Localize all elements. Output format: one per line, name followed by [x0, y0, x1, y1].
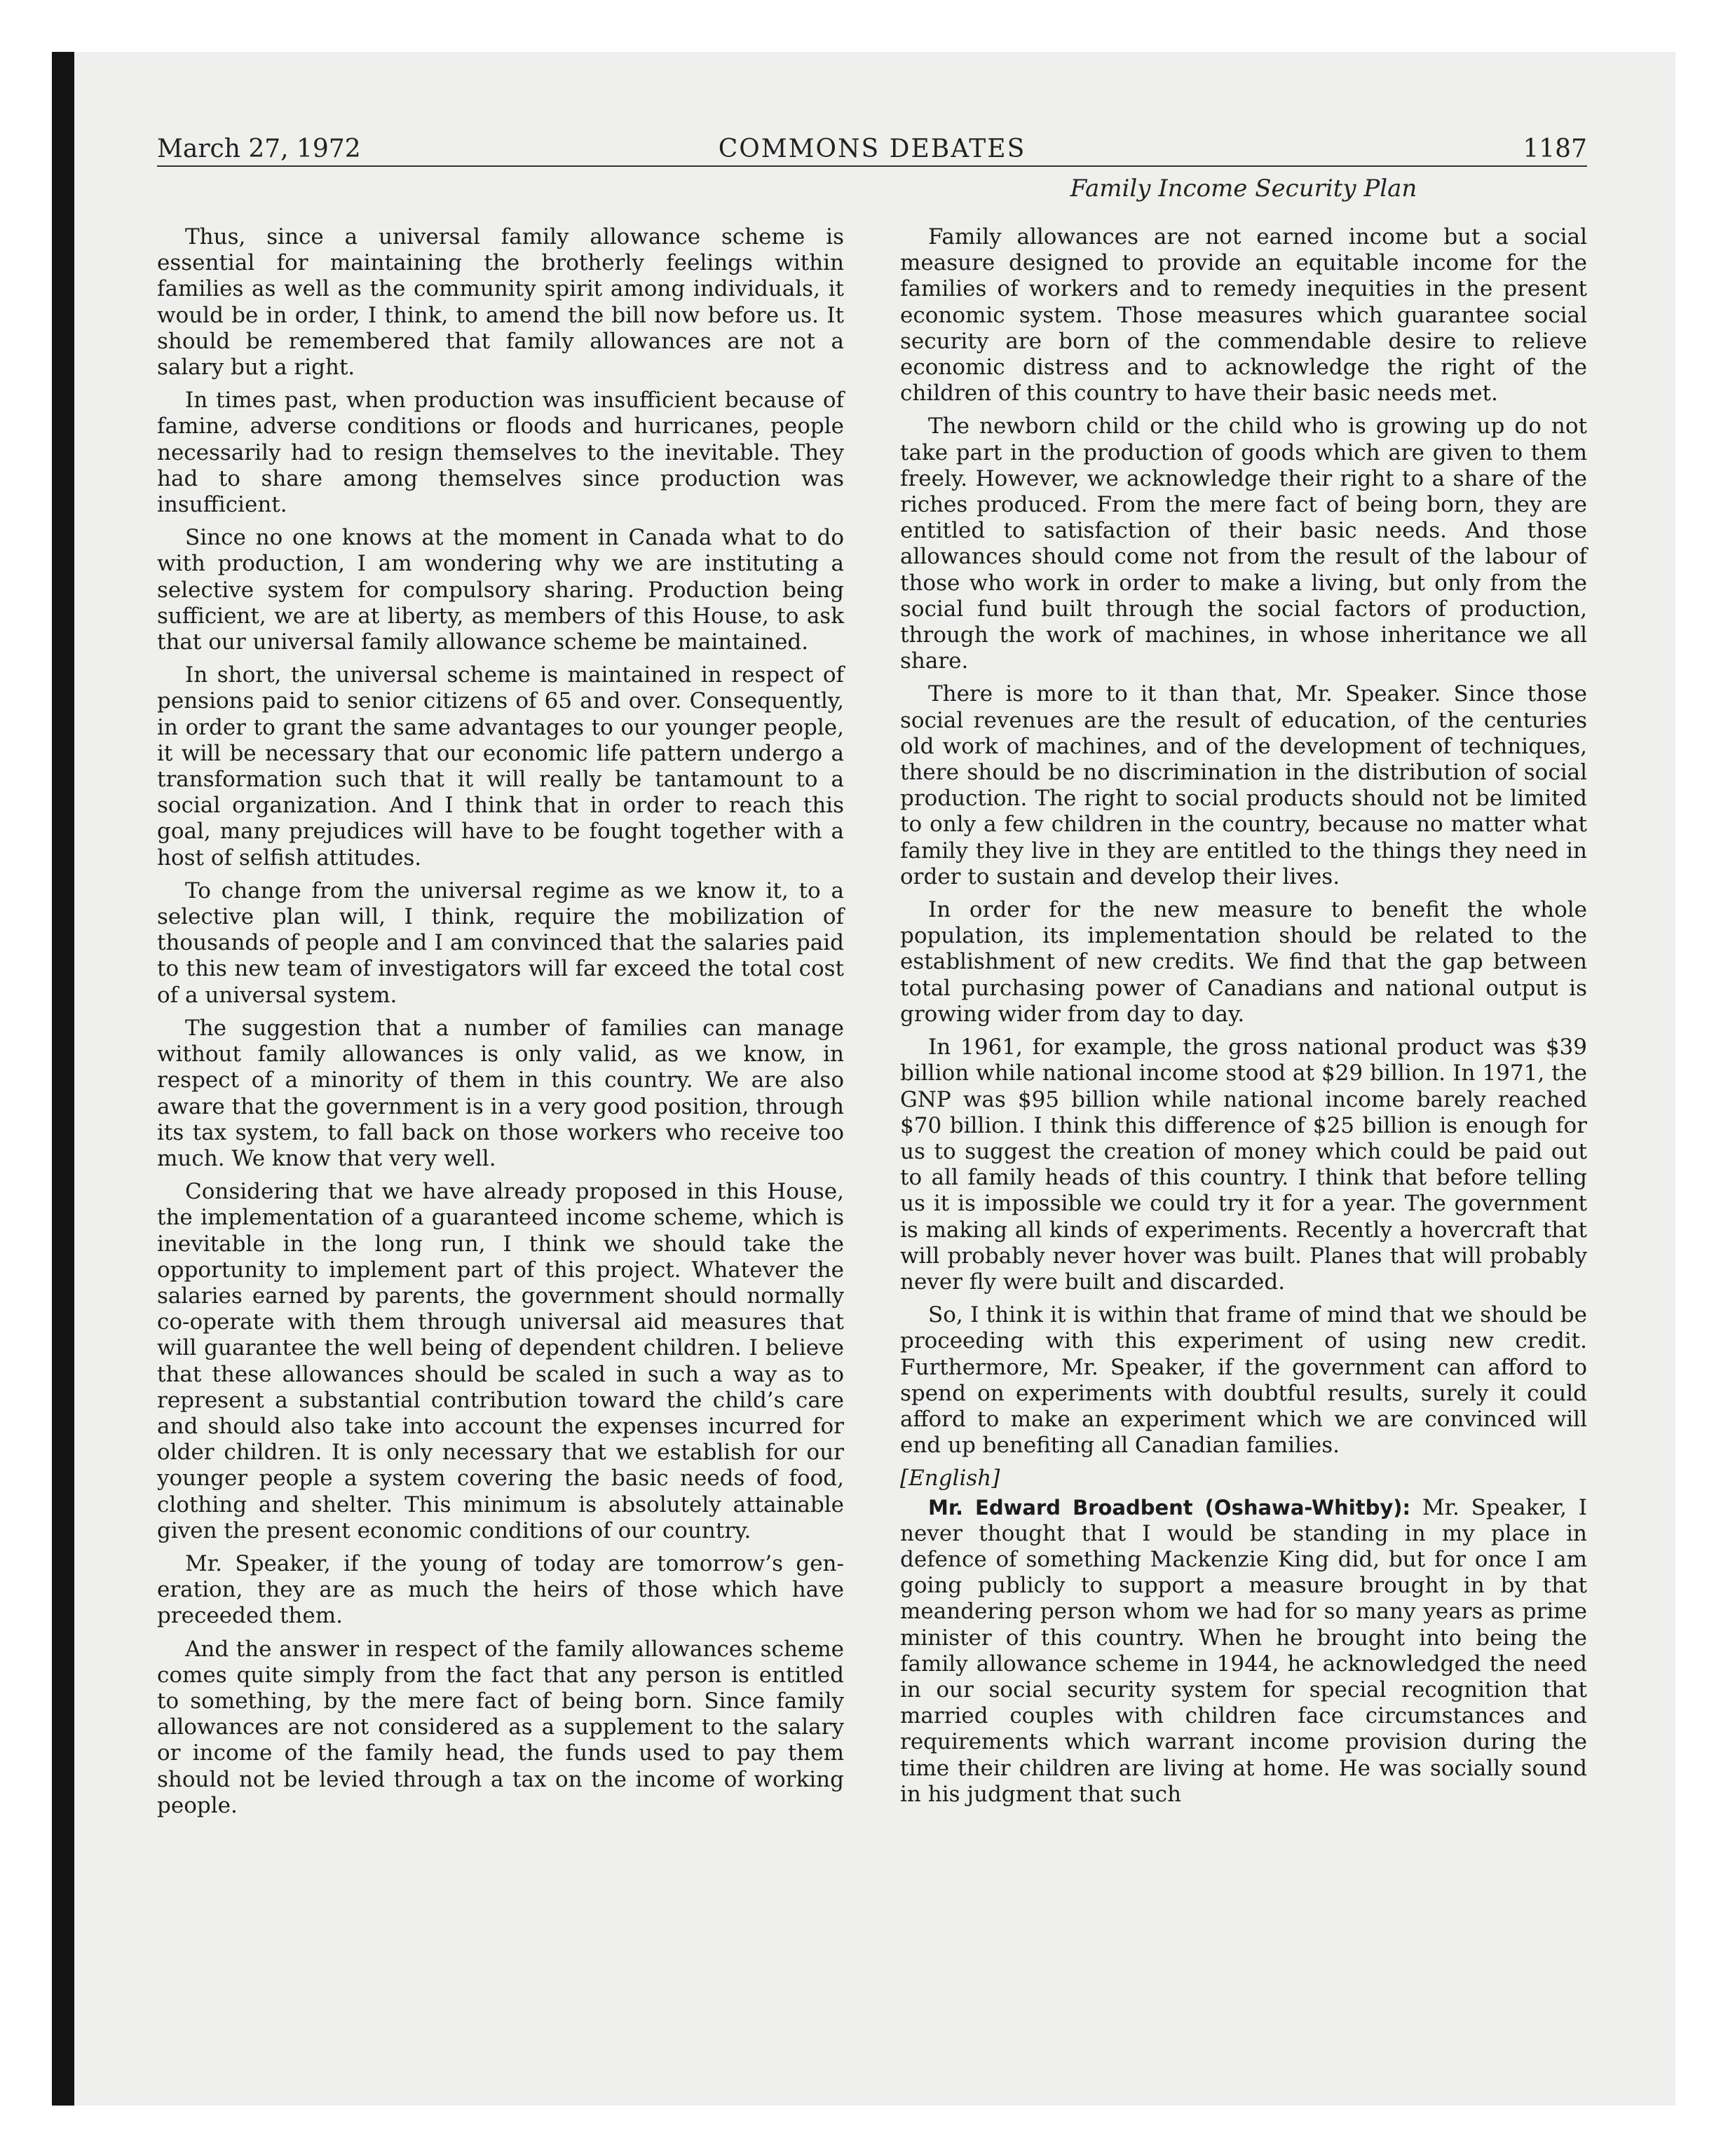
- paragraph: Family allowances are not earned income but a social measure designed to provide an equitable income for the families of workers and to remedy inequities in the present economic system. Those measures which guarantee social security are born of the commendable desire to relieve economic distress and to acknowledge the right of the children of this country to have their basic needs met.: [900, 224, 1587, 407]
- paragraph: Considering that we have already proposed in this House, the implementation of a guaranteed income scheme, which is inevitable in the long run, I think we should take the opportunity to implement part of this project. Whatever the salaries earned by parents, the government should normally co-operate with them through universal aid measures that will guarantee the well being of dependent children. I believe that these allowances should be scaled in such a way as to represent a substantial contribution toward the child’s care and should also take into account the expenses incurred for older children. It is only necessary that we establish for our younger people a system covering the basic needs of food, clothing and shelter. This minimum is absolutely attainable given the present economic conditions of our country.: [157, 1179, 844, 1543]
- header-date: March 27, 1972: [157, 135, 361, 163]
- paragraph: To change from the universal regime as we know it, to a selective plan will, I think, require the mobilization of thousands of people and I am convinced that the salaries paid to this new team of investigators will far exceed the total cost of a universal system.: [157, 878, 844, 1008]
- left-column: [157, 224, 844, 1826]
- speaker-text: Mr. Speaker, I never thought that I would be standing in my place in defence of something Mackenzie King did, but for once I am going publicly to support a measure brought in by that meandering person whom we had for so many years as prime minister of this country. When he brought into being the family allowance scheme in 1944, he acknowledged the need in our social security system for special recognition that married couples with children face circumstances and requirements which warrant income provision during the time their children are living at home. He was socially sound in his judgment that such: [900, 1494, 1587, 1807]
- paragraph: Thus, since a universal family allowance scheme is essential for maintaining the brotherly feelings within families as well as the community spirit among individuals, it would be in order, I think, to amend the bill now before us. It should be remembered that family allowances are not a salary but a right.: [157, 224, 844, 381]
- paragraph: So, I think it is within that frame of mind that we should be proceeding with this experiment of using new credit. Furthermore, Mr. Speaker, if the government can afford to spend on experiments with doubtful results, surely it could afford to make an experiment which we are convinced will end up benefiting all Canadian families.: [900, 1302, 1587, 1459]
- page-header: [157, 133, 1587, 165]
- paragraph: There is more to it than that, Mr. Speaker. Since those social revenues are the result of education, of the centuries old work of machines, and of the development of techniques, there should be no discrimination in the distribution of social production. The right to social products should not be limited to only a few children in the country, because no matter what family they live in they are entitled to the things they need in order to sustain and develop their lives.: [900, 681, 1587, 889]
- header-rule: [157, 165, 1587, 167]
- section-title: Family Income Security Plan: [1070, 175, 1417, 203]
- paragraph: In short, the universal scheme is maintained in respect of pensions paid to senior citizens of 65 and over. Consequently, in order to grant the same advantages to our younger people, it will be necessary that our economic life pattern undergo a transformation such that it will really be tantamount to a social organization. And I think that in order to reach this goal, many prejudices will have to be fought together with a host of selfish attitudes.: [157, 662, 844, 871]
- right-column: [900, 224, 1587, 1815]
- paragraph: The suggestion that a number of families can manage without family allowances is only valid, as we know, in respect of a minority of them in this country. We are also aware that the government is in a very good position, through its tax system, to fall back on those workers who receive too much. We know that very well.: [157, 1015, 844, 1171]
- paragraph: And the answer in respect of the family allowances scheme comes quite simply from the fact that any person is entitled to something, by the mere fact of being born. Since family allowances are not considered as a supplement to the salary or income of the family head, the funds used to pay them should not be levied through a tax on the income of working people.: [157, 1636, 844, 1818]
- page-number: 1187: [1523, 135, 1587, 163]
- paragraph: Since no one knows at the moment in Canada what to do with production, I am wondering why we are instituting a selective system for compulsory sharing. Production being sufficient, we are at liberty, as members of this House, to ask that our universal family allowance scheme be maintained.: [157, 525, 844, 655]
- language-tag: [English]: [900, 1466, 1000, 1492]
- paragraph: The newborn child or the child who is growing up do not take part in the production of goods which are given to them freely. However, we acknowledge their right to a share of the riches produced. From the mere fact of being born, they are entitled to satisfaction of their basic needs. And those allowances should come not from the result of the labour of those who work in order to make a living, but only from the social fund built through the social factors of production, through the work of machines, in whose inheritance we all share.: [900, 414, 1587, 674]
- speaker-paragraph: [900, 1495, 1587, 1808]
- paragraph: Mr. Speaker, if the young of today are tomorrow’s generation, they are as much the heirs of those which have preceeded them.: [157, 1550, 844, 1629]
- paragraph: In 1961, for example, the gross national product was $39 billion while national income stood at $29 billion. In 1971, the GNP was $95 billion while national income barely reached $70 billion. I think this difference of $25 billion is enough for us to suggest the creation of money which could be paid out to all family heads of this country. I think that before telling us it is impossible we could try it for a year. The government is making all kinds of experiments. Recently a hovercraft that will probably never hover was built. Planes that will probably never fly were built and discarded.: [900, 1035, 1587, 1295]
- speaker-name: Mr. Edward Broadbent (Oshawa-Whitby):: [928, 1495, 1411, 1520]
- paragraph: In order for the new measure to benefit the whole population, its implementation should be related to the establishment of new credits. We find that the gap between total purchasing power of Canadians and national output is growing wider from day to day.: [900, 897, 1587, 1027]
- publication-title: COMMONS DEBATES: [718, 135, 1026, 163]
- scan-edge: [52, 52, 74, 2106]
- paragraph: In times past, when production was insufficient because of famine, adverse conditions or floods and hurricanes, people necessarily had to resign themselves to the inevitable. They had to share among themselves since production was insufficient.: [157, 388, 844, 518]
